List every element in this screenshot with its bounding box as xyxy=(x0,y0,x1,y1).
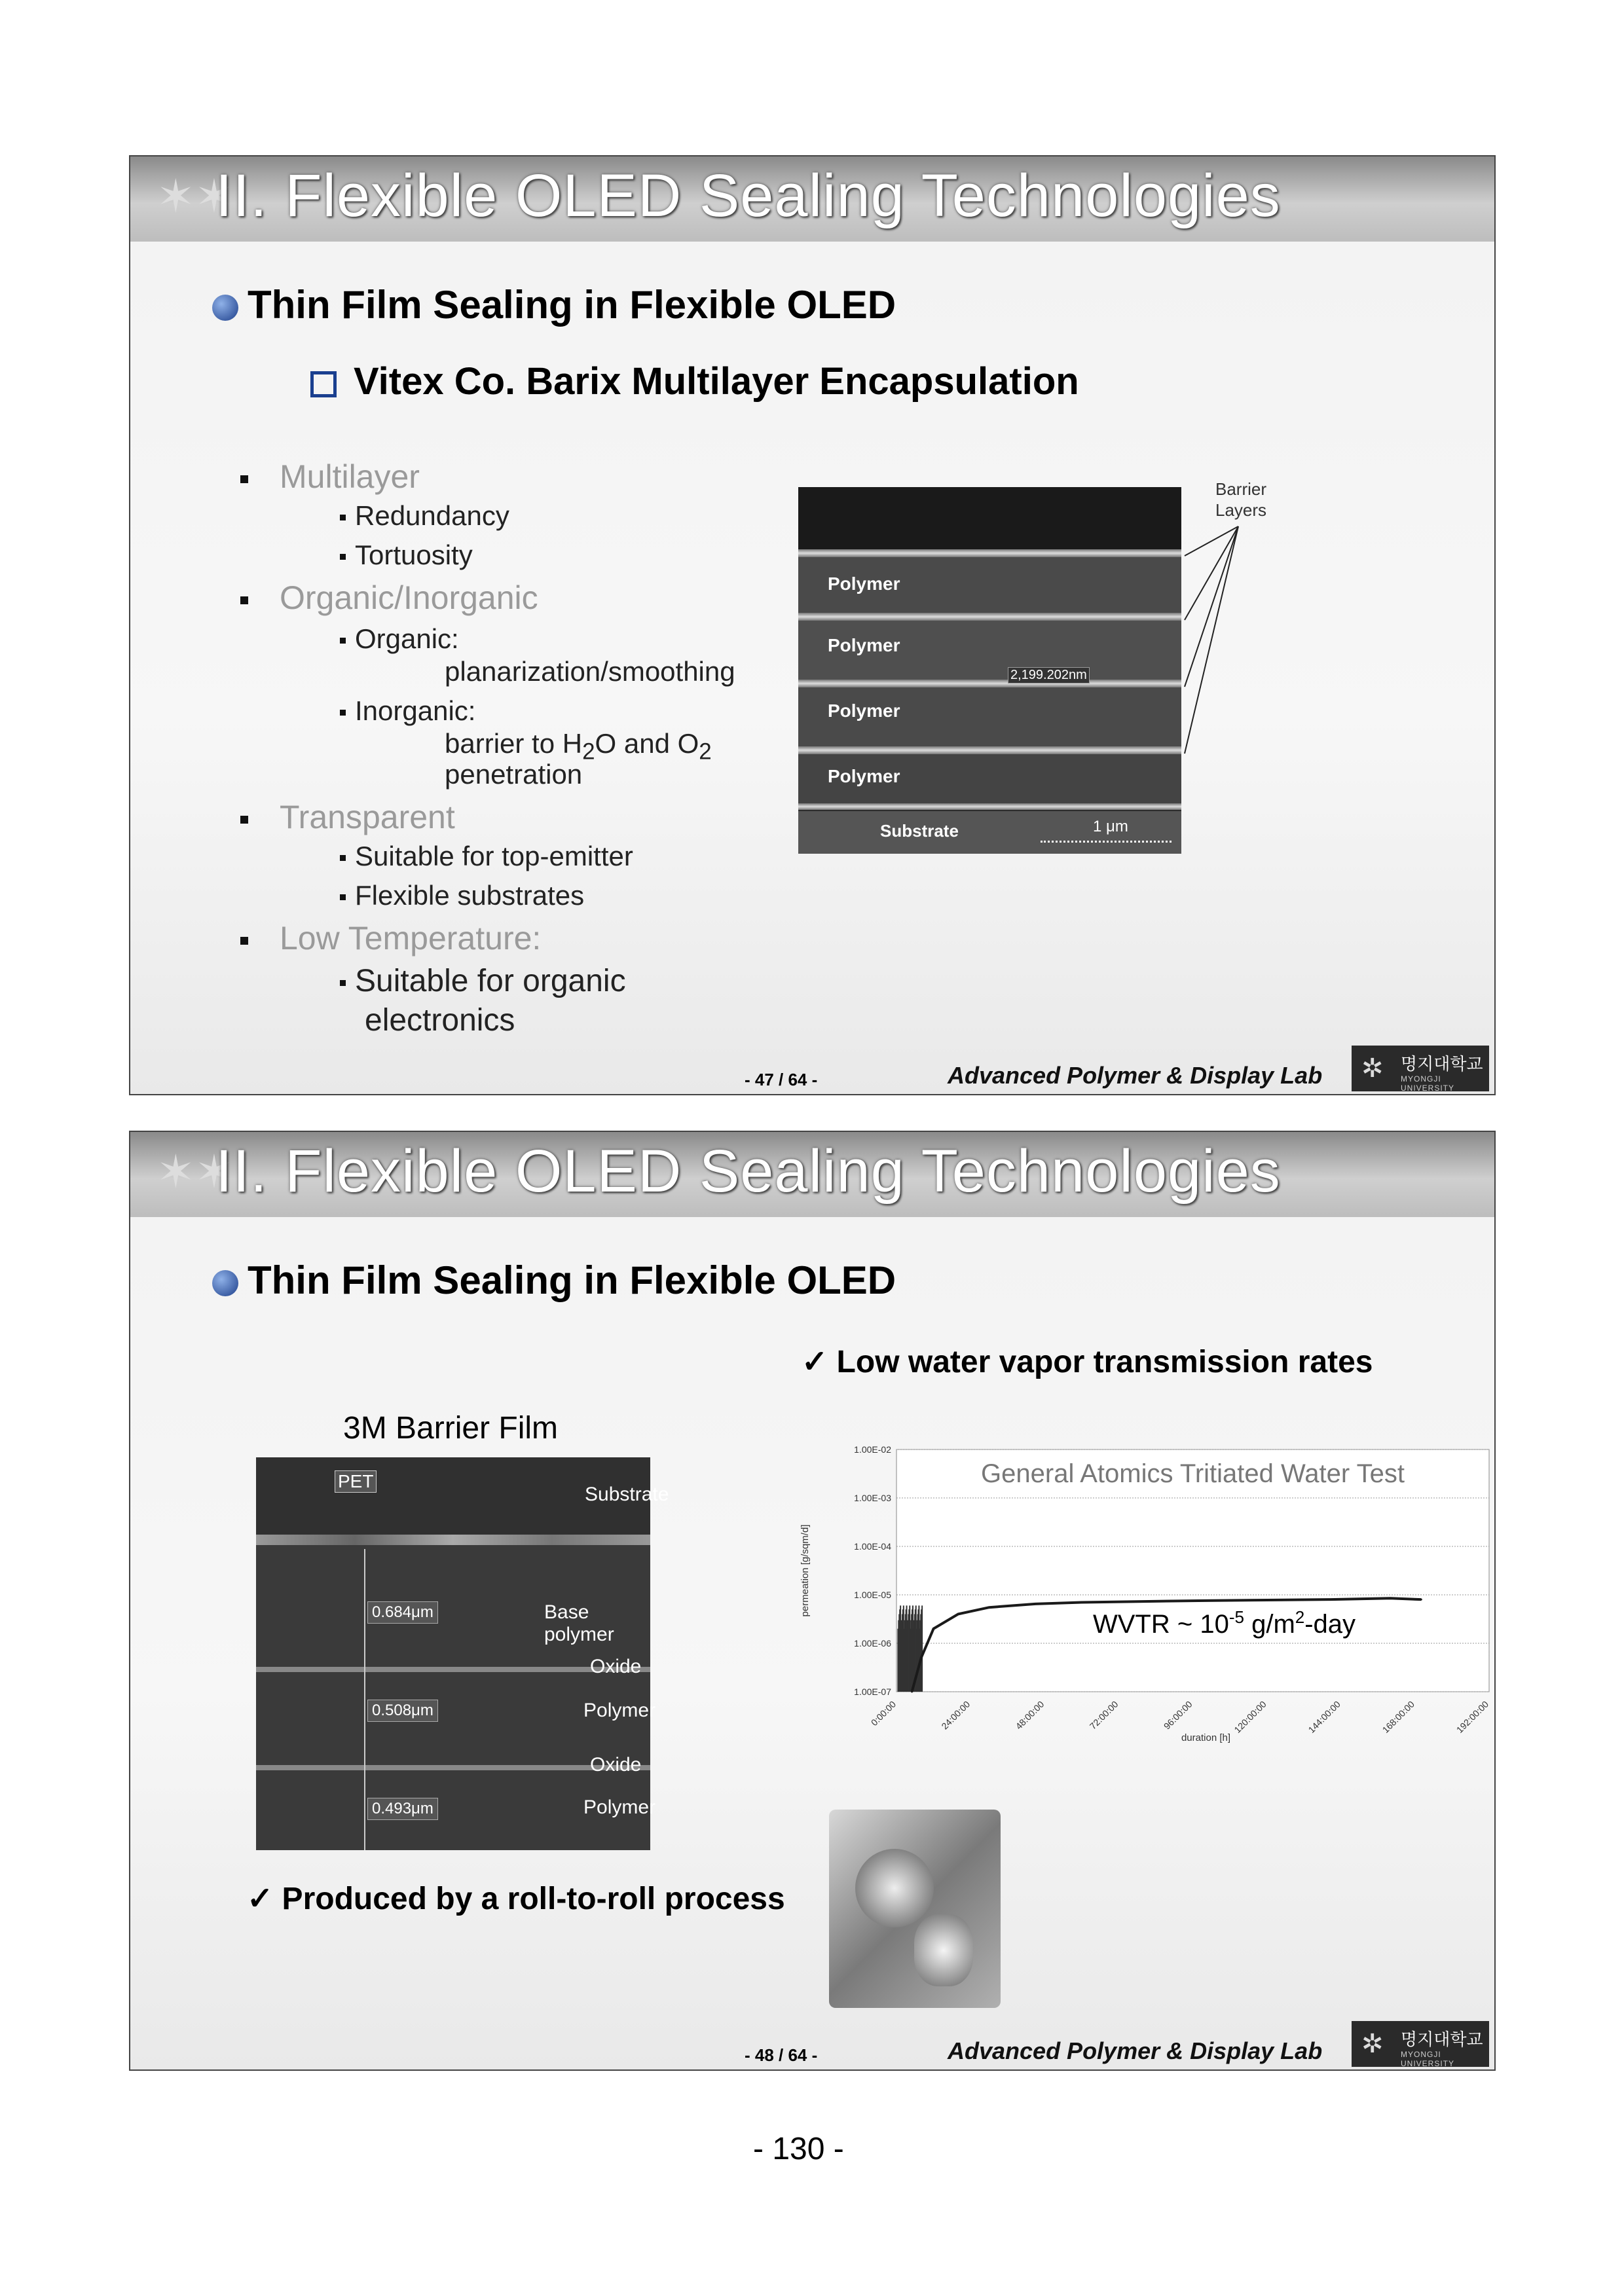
text-barrier-h2o-o2: barrier to $H_2O$ and $O_2$ xyxy=(445,728,712,765)
footer-lab-name: Advanced Polymer & Display Lab xyxy=(948,2037,1323,2064)
star-decoration-icon: ✶✶ xyxy=(157,171,234,222)
barrier-layers-label: Barrier Layers xyxy=(1215,479,1267,520)
bullet-top-emitter: Suitable for top-emitter xyxy=(340,841,633,872)
chart-data-point xyxy=(1390,1597,1392,1599)
footer-page-number: - 48 / 64 - xyxy=(745,2045,818,2065)
banner-title: II. Flexible OLED Sealing Technologies xyxy=(215,1138,1281,1205)
chart-x-tick-label: 48:00:00 xyxy=(1013,1698,1046,1732)
chart-y-tick-label: 1.00E-06 xyxy=(854,1638,891,1649)
sem-substrate-strip: Substrate 1 μm xyxy=(798,811,1181,854)
wvtr-chart xyxy=(785,1423,1492,1764)
chart-x-tick-label: 192:00:00 xyxy=(1454,1698,1491,1736)
barrier-film-cross-section-image xyxy=(256,1457,669,1850)
film-polymer-label: Polymer xyxy=(583,1700,656,1721)
chart-x-tick-label: 0:00:00 xyxy=(868,1698,898,1728)
film-title: 3M Barrier Film xyxy=(343,1411,559,1446)
sem-cross-section-image xyxy=(798,487,1181,811)
footer-page-number: - 47 / 64 - xyxy=(745,1070,818,1089)
university-logo: ✲ 명지대학교 MYONGJI UNIVERSITY xyxy=(1352,2021,1489,2067)
sem-scale-bar: 1 μm xyxy=(1093,818,1128,835)
title-banner xyxy=(130,156,1494,242)
chart-x-axis-label: duration [h] xyxy=(1181,1732,1231,1743)
chart-data-point xyxy=(1080,1601,1082,1603)
sem-polymer-layer: Polymer xyxy=(798,687,1181,746)
chart-y-tick-label: 1.00E-02 xyxy=(854,1444,891,1455)
chart-data-point xyxy=(1266,1599,1268,1601)
star-decoration-icon: ✶✶ xyxy=(157,1146,234,1197)
chart-x-tick-label: 96:00:00 xyxy=(1161,1698,1194,1732)
chart-data-point xyxy=(932,1628,934,1630)
footer-lab-name: Advanced Polymer & Display Lab xyxy=(948,1062,1323,1089)
document-page-number: - 130 - xyxy=(753,2132,844,2166)
chart-y-tick-label: 1.00E-04 xyxy=(854,1541,891,1552)
slide-48 xyxy=(129,1131,1496,2071)
bullet-organic-inorganic: Organic/Inorganic xyxy=(240,579,538,617)
university-logo: ✲ 명지대학교 MYONGJI UNIVERSITY xyxy=(1352,1046,1489,1091)
chart-x-tick-label: 120:00:00 xyxy=(1232,1698,1268,1736)
slide-subheading: Vitex Co. Barix Multilayer Encapsulation xyxy=(310,359,1079,403)
banner-title: II. Flexible OLED Sealing Technologies xyxy=(215,162,1281,229)
slide-47 xyxy=(129,155,1496,1095)
bullet-organic: Organic: xyxy=(340,623,459,655)
bullet-transparent: Transparent xyxy=(240,798,455,836)
blue-ball-bullet-icon xyxy=(212,1270,238,1296)
university-emblem-icon: ✲ xyxy=(1361,2030,1384,2058)
sem-polymer-layer: Polymer xyxy=(798,557,1181,613)
square-bullet-icon xyxy=(310,371,337,397)
slide-heading: Thin Film Sealing in Flexible OLED xyxy=(212,1258,896,1303)
film-substrate-label: Substrate xyxy=(585,1484,669,1505)
sem-measurement: 2,199.202nm xyxy=(1008,667,1090,683)
film-oxide-label: Oxide xyxy=(590,1656,642,1677)
chart-x-tick-label: 72:00:00 xyxy=(1087,1698,1120,1732)
chart-y-tick-label: 1.00E-07 xyxy=(854,1686,891,1697)
film-polymer-label: Polymer xyxy=(583,1796,656,1818)
chart-data-point xyxy=(957,1613,959,1615)
chart-x-tick-label: 24:00:00 xyxy=(939,1698,972,1732)
sem-polymer-layer: Polymer xyxy=(798,621,1181,680)
text-penetration: penetration xyxy=(445,759,583,790)
chart-data-point xyxy=(1143,1601,1145,1603)
bullet-tortuosity: Tortuosity xyxy=(340,539,473,571)
bullet-flexible-substrates: Flexible substrates xyxy=(340,880,584,911)
roll-to-roll-point: ✓ Produced by a roll-to-roll process xyxy=(247,1882,785,1916)
slide-heading: Thin Film Sealing in Flexible OLED xyxy=(212,282,896,327)
film-measure-1: 0.684μm xyxy=(367,1601,438,1624)
film-measure-3: 0.493μm xyxy=(367,1798,438,1820)
film-base-polymer-label: Base polymer xyxy=(544,1601,614,1645)
chart-x-tick-label: 144:00:00 xyxy=(1306,1698,1342,1736)
low-wvtr-point: ✓ Low water vapor transmission rates xyxy=(802,1345,1373,1379)
wvtr-annotation: WVTR ~ $10^{-5}$ $g/m^2$-day xyxy=(1093,1607,1356,1639)
text-electronics: electronics xyxy=(365,1003,515,1038)
bullet-low-temperature: Low Temperature: xyxy=(240,919,541,957)
film-pet-label: PET xyxy=(335,1470,377,1493)
chart-y-tick-label: 1.00E-03 xyxy=(854,1493,891,1503)
university-emblem-icon: ✲ xyxy=(1361,1054,1384,1083)
chart-data-point xyxy=(1327,1599,1329,1601)
sem-polymer-layer: Polymer xyxy=(798,754,1181,803)
barrier-pointer-arrows xyxy=(1178,523,1257,785)
film-oxide-label: Oxide xyxy=(590,1754,642,1776)
chart-data-point xyxy=(1035,1603,1037,1605)
chart-data-point xyxy=(920,1657,922,1659)
chart-data-point xyxy=(988,1607,990,1609)
chart-data-point xyxy=(1204,1599,1206,1601)
chart-title: General Atomics Tritiated Water Test xyxy=(981,1459,1405,1488)
bullet-redundancy: Redundancy xyxy=(340,500,509,532)
chart-data-point xyxy=(911,1691,913,1693)
chart-y-tick-label: 1.00E-05 xyxy=(854,1590,891,1600)
chart-data-point xyxy=(1420,1599,1422,1601)
bullet-inorganic: Inorganic: xyxy=(340,695,475,727)
film-measure-2: 0.508μm xyxy=(367,1700,438,1722)
title-banner xyxy=(130,1132,1494,1217)
bullet-organic-electronics: Suitable for organic xyxy=(340,963,626,999)
text-planarization: planarization/smoothing xyxy=(445,656,735,687)
chart-x-tick-label: 168:00:00 xyxy=(1380,1698,1416,1736)
roll-to-roll-machine-photo xyxy=(829,1810,1001,2008)
bullet-multilayer: Multilayer xyxy=(240,458,420,496)
chart-y-axis-label: permeation [g/sqm/d] xyxy=(800,1524,811,1617)
blue-ball-bullet-icon xyxy=(212,295,238,321)
